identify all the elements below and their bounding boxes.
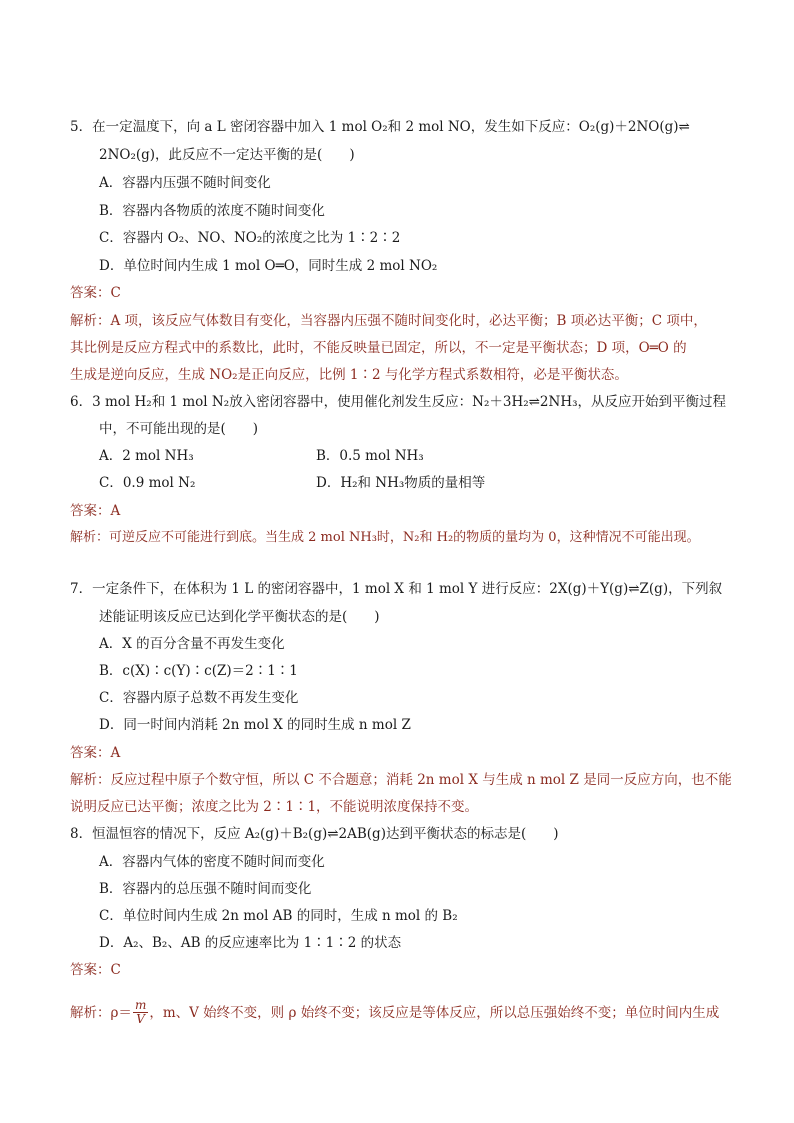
q8-option-a: A．容器内气体的密度不随时间而变化 <box>99 854 325 870</box>
q7-answer: 答案：A <box>70 745 121 761</box>
q5-option-a: A．容器内压强不随时间变化 <box>99 175 271 191</box>
q5-answer: 答案：C <box>70 285 121 301</box>
fraction-denominator: V <box>136 1012 145 1026</box>
q7-analysis-line1: 解析：反应过程中原子个数守恒，所以 C 不合题意；消耗 2n mol X 与生成 n mol Z 是同一反应方向，也不能 <box>70 772 732 788</box>
q8-analysis-rest: ，m、V 始终不变，则 ρ 始终不变；该反应是等体反应，所以总压强始终不变；单位时间内生成 <box>149 1004 720 1021</box>
q6-stem-line2: 中，不可能出现的是( ) <box>99 421 259 437</box>
q5-stem-line1: 5．在一定温度下，向 a L 密闭容器中加入 1 mol O₂和 2 mol NO，发生如下反应：O₂(g)＋2NO(g)⇌ <box>70 119 690 135</box>
density-fraction <box>133 999 148 1026</box>
q7-option-c: C．容器内原子总数不再发生变化 <box>99 690 299 706</box>
q5-option-b: B．容器内各物质的浓度不随时间变化 <box>99 203 325 219</box>
q6-option-c: C．0.9 mol N₂ <box>99 475 196 491</box>
q5-analysis-line2: 其比例是反应方程式中的系数比，此时，不能反映量已固定，所以，不一定是平衡状态；D 项，O═O 的 <box>70 340 687 356</box>
q7-stem-line2: 述能证明该反应已达到化学平衡状态的是( ) <box>99 609 380 625</box>
q8-option-b: B．容器内的总压强不随时间而变化 <box>99 881 312 897</box>
q8-option-c: C．单位时间内生成 2n mol AB 的同时，生成 n mol 的 B₂ <box>99 908 458 924</box>
q7-stem-line1: 7．一定条件下，在体积为 1 L 的密闭容器中，1 mol X 和 1 mol Y 进行反应：2X(g)＋Y(g)⇌Z(g)，下列叙 <box>70 581 723 597</box>
fraction-numerator: m <box>134 998 147 1012</box>
q8-stem-line1: 8．恒温恒容的情况下，反应 A₂(g)＋B₂(g)⇌2AB(g)达到平衡状态的标志是( ) <box>70 826 559 842</box>
q7-option-a: A．X 的百分含量不再发生变化 <box>99 636 285 652</box>
q6-option-d: D．H₂和 NH₃物质的量相等 <box>316 475 486 491</box>
q8-option-d: D．A₂、B₂、AB 的反应速率比为 1∶1∶2 的状态 <box>99 935 402 951</box>
q8-analysis-prefix: 解析：ρ＝ <box>70 1004 132 1021</box>
q6-option-b: B．0.5 mol NH₃ <box>316 448 424 464</box>
q8-answer: 答案：C <box>70 962 121 978</box>
q5-analysis-line3: 生成是逆向反应，生成 NO₂是正向反应，比例 1∶2 与化学方程式系数相符，必是平衡状态。 <box>70 367 628 383</box>
q5-option-c: C．容器内 O₂、NO、NO₂的浓度之比为 1∶2∶2 <box>99 230 401 246</box>
q7-option-b: B．c(X)∶c(Y)∶c(Z)＝2∶1∶1 <box>99 663 298 679</box>
q5-option-d: D．单位时间内生成 1 mol O═O，同时生成 2 mol NO₂ <box>99 258 438 274</box>
q7-analysis-line2: 说明反应已达平衡；浓度之比为 2∶1∶1，不能说明浓度保持不变。 <box>70 799 479 815</box>
q5-stem-line2: 2NO₂(g)，此反应不一定达平衡的是( ) <box>99 147 355 163</box>
q5-analysis-line1: 解析：A 项，该反应气体数目有变化，当容器内压强不随时间变化时，必达平衡；B 项必达平衡；C 项中， <box>70 313 707 329</box>
q6-option-a: A．2 mol NH₃ <box>99 448 194 464</box>
q7-option-d: D．同一时间内消耗 2n mol X 的同时生成 n mol Z <box>99 717 411 733</box>
q8-analysis-line1 <box>70 999 719 1026</box>
q6-analysis-line1: 解析：可逆反应不可能进行到底。当生成 2 mol NH₃时，N₂和 H₂的物质的量均为 0，这种情况不可能出现。 <box>70 530 700 545</box>
q6-stem-line1: 6．3 mol H₂和 1 mol N₂放入密闭容器中，使用催化剂发生反应：N₂＋3H₂⇌2NH₃，从反应开始到平衡过程 <box>70 394 727 410</box>
q6-answer: 答案：A <box>70 503 121 519</box>
